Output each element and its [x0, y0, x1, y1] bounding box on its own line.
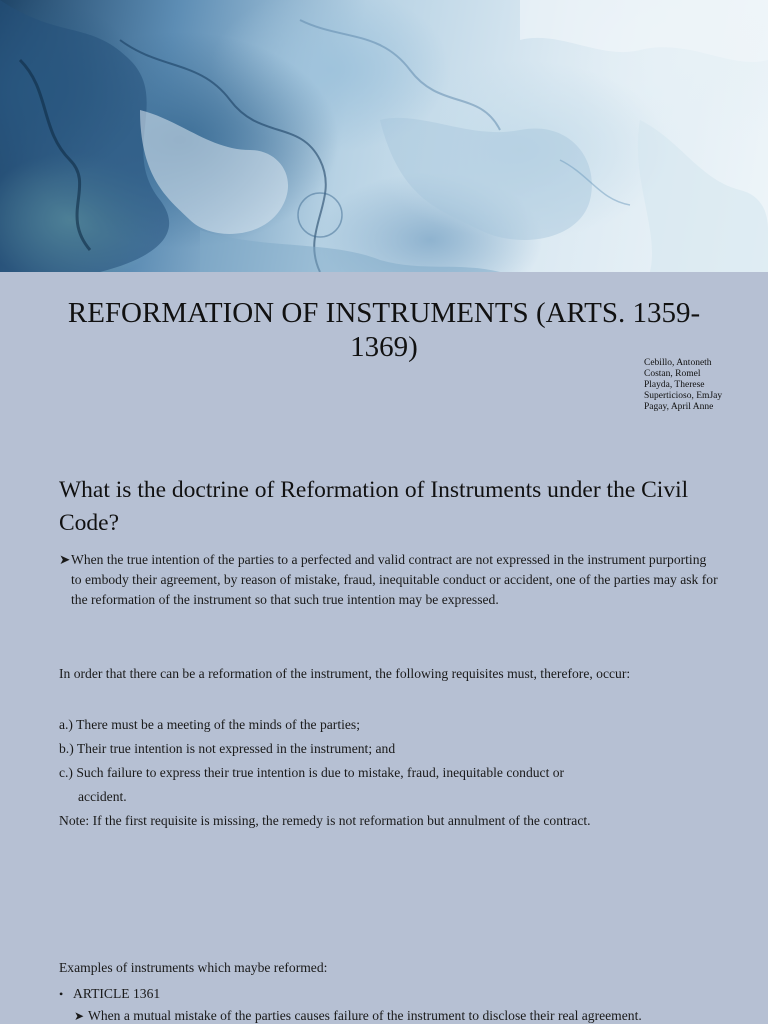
watercolor-banner: [0, 0, 768, 272]
arrow-bullet-icon: ➤: [74, 1009, 85, 1023]
requisites-intro: In order that there can be a reformation of the instrument, the following requisites must, therefore, occur:: [59, 666, 631, 681]
examples-intro: Examples of instruments which maybe reformed:: [59, 960, 328, 975]
example-article: [59, 984, 160, 1004]
example-sub-text: When a mutual mistake of the parties causes failure of the instrument to disclose their real agreement.: [88, 1008, 642, 1023]
requisite-item-continuation: accident.: [78, 789, 127, 804]
page-title: REFORMATION OF INSTRUMENTS (ARTS. 1359-1369): [67, 297, 701, 363]
author-name: Playda, Therese: [644, 380, 705, 390]
requisite-item: c.) Such failure to express their true intention is due to mistake, fraud, inequitable conduct or: [59, 765, 565, 780]
author-list: [644, 358, 754, 413]
dot-bullet-icon: •: [59, 987, 64, 1001]
author-name: Costan, Romel: [644, 369, 701, 379]
requisite-item: b.) Their true intention is not expressed in the instrument; and: [59, 741, 396, 756]
watercolor-texture: [0, 0, 768, 272]
arrow-bullet-icon: ➤: [59, 552, 71, 567]
definition-text: When the true intention of the parties to a perfected and valid contract are not expressed in the instrument purporting to embody their agreement, by reason of mistake, fraud, inequitable conduct or accident, one of the parties may ask for the reformation of the instrument so that such true intention may be expressed.: [71, 552, 718, 607]
author-name: Pagay, April Anne: [644, 402, 714, 412]
author-name: Cebillo, Antoneth: [644, 358, 712, 368]
section-heading: What is the doctrine of Reformation of Instruments under the Civil Code?: [59, 477, 689, 536]
note-text: Note: If the first requisite is missing, the remedy is not reformation but annulment of the contract.: [59, 813, 591, 828]
article-label: ARTICLE 1361: [73, 986, 161, 1001]
definition-paragraph: [59, 550, 719, 610]
requisite-item: a.) There must be a meeting of the minds of the parties;: [59, 717, 360, 732]
example-sub-item: [74, 1006, 642, 1024]
author-name: Superticioso, EmJay: [644, 391, 723, 401]
